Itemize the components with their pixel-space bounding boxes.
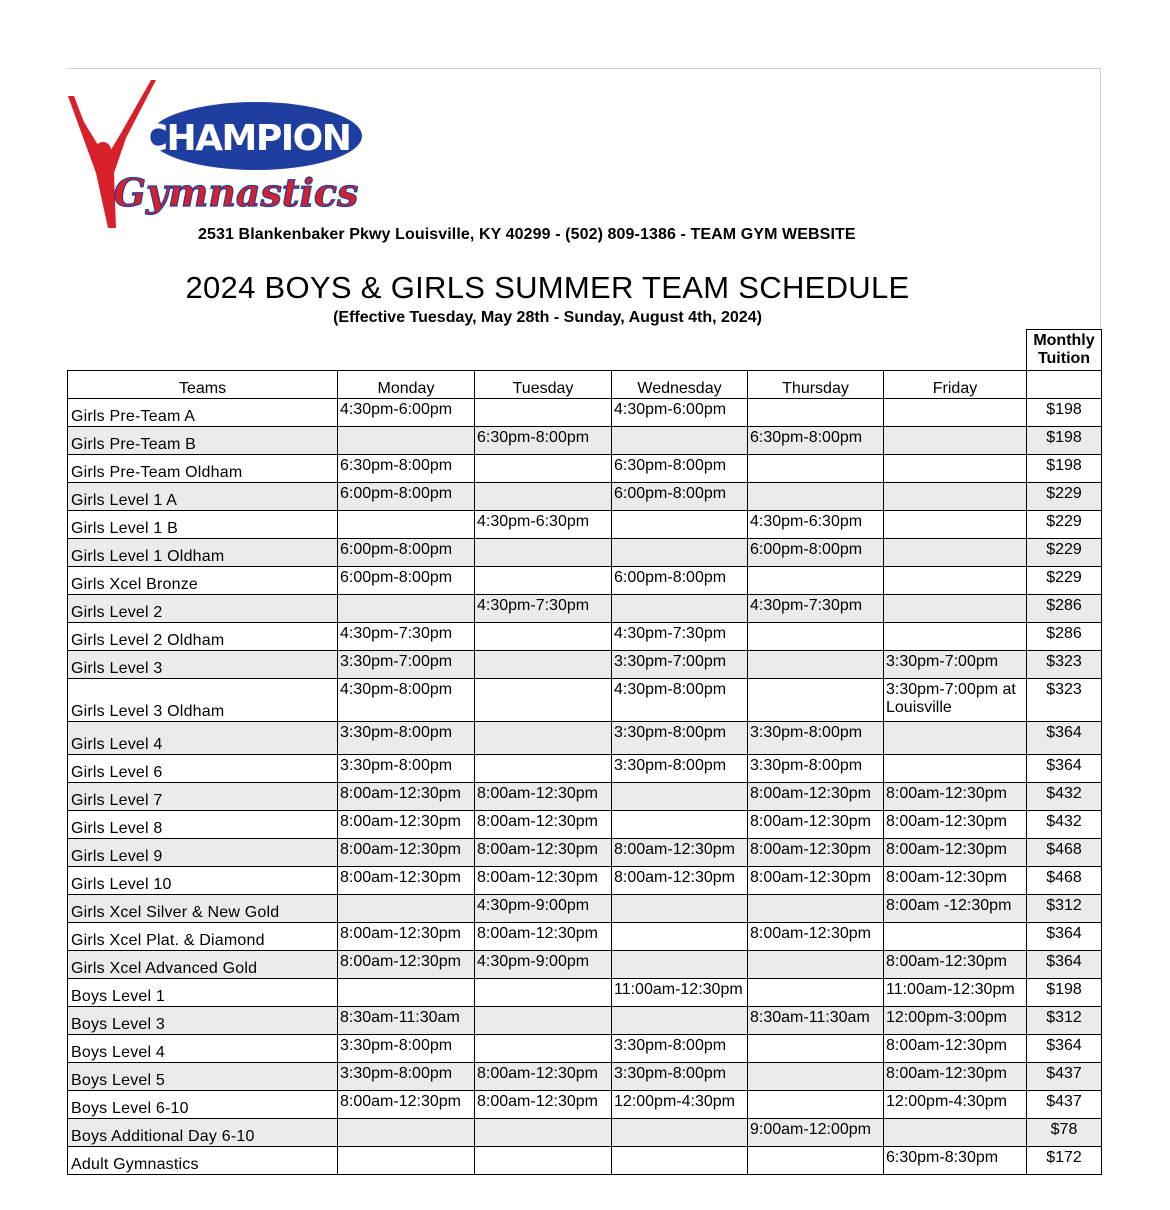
- monday-time-cell: [338, 979, 475, 1007]
- header-spacer: [68, 330, 1027, 371]
- team-name: Girls Level 3 Oldham: [68, 679, 338, 722]
- team-name: Adult Gymnastics: [68, 1147, 338, 1175]
- wednesday-time-cell: 4:30pm-6:00pm: [612, 399, 748, 427]
- table-row: [68, 483, 1102, 511]
- table-row: [68, 722, 1102, 755]
- monthly-tuition-cell: $78: [1027, 1119, 1102, 1147]
- monthly-tuition-cell: $286: [1027, 595, 1102, 623]
- team-name: Boys Level 1: [68, 979, 338, 1007]
- page-title: 2024 BOYS & GIRLS SUMMER TEAM SCHEDULE: [185, 270, 910, 305]
- table-row: [68, 679, 1102, 722]
- wednesday-time-cell: [612, 511, 748, 539]
- monday-time-cell: [338, 511, 475, 539]
- tuesday-time-cell: [475, 455, 612, 483]
- table-row: [68, 1063, 1102, 1091]
- tuesday-time-cell: 8:00am-12:30pm: [475, 867, 612, 895]
- monthly-tuition-cell: $432: [1027, 783, 1102, 811]
- monthly-tuition-cell: $437: [1027, 1063, 1102, 1091]
- gymnast-head-shape: [95, 142, 111, 158]
- monthly-tuition-cell: $172: [1027, 1147, 1102, 1175]
- monthly-tuition-cell: $437: [1027, 1091, 1102, 1119]
- team-name: Girls Pre-Team Oldham: [68, 455, 338, 483]
- friday-time-cell: 11:00am-12:30pm: [884, 979, 1027, 1007]
- monthly-tuition-cell: $468: [1027, 839, 1102, 867]
- friday-time-cell: 6:30pm-8:30pm: [884, 1147, 1027, 1175]
- thursday-time-cell: 6:30pm-8:00pm: [748, 427, 884, 455]
- thursday-time-cell: 6:00pm-8:00pm: [748, 539, 884, 567]
- monday-time-cell: 8:00am-12:30pm: [338, 811, 475, 839]
- monday-time-cell: 6:00pm-8:00pm: [338, 483, 475, 511]
- friday-time-cell: [884, 755, 1027, 783]
- table-row: [68, 1035, 1102, 1063]
- logo-champion-text: CHAMPION: [141, 118, 351, 159]
- tuesday-time-cell: 4:30pm-6:30pm: [475, 511, 612, 539]
- tuition-header: [1027, 330, 1102, 371]
- friday-time-cell: 8:00am-12:30pm: [884, 867, 1027, 895]
- team-name: Girls Level 1 B: [68, 511, 338, 539]
- team-name: Girls Xcel Silver & New Gold: [68, 895, 338, 923]
- friday-time-cell: [884, 399, 1027, 427]
- team-name: Girls Level 1 Oldham: [68, 539, 338, 567]
- thursday-time-cell: 8:00am-12:30pm: [748, 839, 884, 867]
- team-name: Girls Pre-Team A: [68, 399, 338, 427]
- thursday-time-cell: 8:00am-12:30pm: [748, 867, 884, 895]
- monthly-tuition-cell: $468: [1027, 867, 1102, 895]
- tuesday-time-cell: 6:30pm-8:00pm: [475, 427, 612, 455]
- monday-time-cell: [338, 427, 475, 455]
- thursday-time-cell: 4:30pm-7:30pm: [748, 595, 884, 623]
- monthly-tuition-cell: $364: [1027, 722, 1102, 755]
- thursday-time-cell: [748, 455, 884, 483]
- friday-time-cell: 8:00am-12:30pm: [884, 1063, 1027, 1091]
- monthly-tuition-cell: $229: [1027, 483, 1102, 511]
- monthly-tuition-cell: $198: [1027, 455, 1102, 483]
- monday-time-cell: 3:30pm-8:00pm: [338, 1035, 475, 1063]
- tuition-header-line1: Monthly: [1033, 332, 1095, 349]
- table-row: [68, 539, 1102, 567]
- right-rule: [1100, 68, 1101, 330]
- tuesday-time-cell: [475, 1119, 612, 1147]
- effective-dates: (Effective Tuesday, May 28th - Sunday, August 4th, 2024): [333, 309, 762, 326]
- team-name: Boys Level 6-10: [68, 1091, 338, 1119]
- friday-time-cell: [884, 539, 1027, 567]
- team-name: Girls Level 4: [68, 722, 338, 755]
- monday-time-cell: 8:00am-12:30pm: [338, 923, 475, 951]
- col-header-monday: Monday: [338, 371, 475, 399]
- table-row: [68, 651, 1102, 679]
- thursday-time-cell: [748, 623, 884, 651]
- thursday-time-cell: 8:00am-12:30pm: [748, 923, 884, 951]
- col-header-thursday: Thursday: [748, 371, 884, 399]
- thursday-time-cell: 8:00am-12:30pm: [748, 783, 884, 811]
- monday-time-cell: 8:00am-12:30pm: [338, 867, 475, 895]
- thursday-time-cell: 8:30am-11:30am: [748, 1007, 884, 1035]
- table-row: [68, 1147, 1102, 1175]
- wednesday-time-cell: [612, 1007, 748, 1035]
- thursday-time-cell: 8:00am-12:30pm: [748, 811, 884, 839]
- tuesday-time-cell: [475, 722, 612, 755]
- table-row: [68, 811, 1102, 839]
- wednesday-time-cell: 4:30pm-8:00pm: [612, 679, 748, 722]
- table-row: [68, 951, 1102, 979]
- table-row: [68, 427, 1102, 455]
- tuesday-time-cell: [475, 1035, 612, 1063]
- wednesday-time-cell: 3:30pm-8:00pm: [612, 1035, 748, 1063]
- wednesday-time-cell: 8:00am-12:30pm: [612, 867, 748, 895]
- monthly-tuition-cell: $312: [1027, 895, 1102, 923]
- monday-time-cell: 4:30pm-6:00pm: [338, 399, 475, 427]
- thursday-time-cell: 3:30pm-8:00pm: [748, 755, 884, 783]
- champion-gymnastics-logo: [66, 78, 366, 238]
- monthly-tuition-cell: $364: [1027, 951, 1102, 979]
- tuesday-time-cell: 8:00am-12:30pm: [475, 839, 612, 867]
- team-name: Girls Level 2 Oldham: [68, 623, 338, 651]
- monthly-tuition-cell: $229: [1027, 539, 1102, 567]
- monday-time-cell: [338, 1119, 475, 1147]
- friday-time-cell: 8:00am-12:30pm: [884, 839, 1027, 867]
- friday-time-cell: 8:00am -12:30pm: [884, 895, 1027, 923]
- wednesday-time-cell: [612, 427, 748, 455]
- team-name: Girls Level 1 A: [68, 483, 338, 511]
- monday-time-cell: [338, 895, 475, 923]
- thursday-time-cell: 4:30pm-6:30pm: [748, 511, 884, 539]
- monthly-tuition-cell: $312: [1027, 1007, 1102, 1035]
- wednesday-time-cell: [612, 1147, 748, 1175]
- friday-time-cell: [884, 455, 1027, 483]
- wednesday-time-cell: 3:30pm-7:00pm: [612, 651, 748, 679]
- table-row: [68, 623, 1102, 651]
- table-row: [68, 839, 1102, 867]
- monday-time-cell: 8:00am-12:30pm: [338, 783, 475, 811]
- monthly-tuition-cell: $198: [1027, 979, 1102, 1007]
- monthly-tuition-cell: $198: [1027, 399, 1102, 427]
- tuesday-time-cell: 4:30pm-9:00pm: [475, 951, 612, 979]
- wednesday-time-cell: [612, 923, 748, 951]
- monday-time-cell: 4:30pm-7:30pm: [338, 623, 475, 651]
- tuesday-time-cell: 8:00am-12:30pm: [475, 923, 612, 951]
- thursday-time-cell: [748, 895, 884, 923]
- monday-time-cell: [338, 1147, 475, 1175]
- col-header-friday: Friday: [884, 371, 1027, 399]
- tuesday-time-cell: 4:30pm-9:00pm: [475, 895, 612, 923]
- monthly-tuition-cell: $198: [1027, 427, 1102, 455]
- col-header-wednesday: Wednesday: [612, 371, 748, 399]
- thursday-time-cell: [748, 483, 884, 511]
- wednesday-time-cell: [612, 895, 748, 923]
- wednesday-time-cell: 12:00pm-4:30pm: [612, 1091, 748, 1119]
- thursday-time-cell: [748, 951, 884, 979]
- tuesday-time-cell: [475, 979, 612, 1007]
- logo-gymnastics-text: Gymnastics: [113, 170, 359, 215]
- monthly-tuition-cell: $286: [1027, 623, 1102, 651]
- monday-time-cell: 6:00pm-8:00pm: [338, 567, 475, 595]
- friday-time-cell: [884, 427, 1027, 455]
- friday-time-cell: 8:00am-12:30pm: [884, 951, 1027, 979]
- tuesday-time-cell: [475, 651, 612, 679]
- thursday-time-cell: 9:00am-12:00pm: [748, 1119, 884, 1147]
- table-row: [68, 979, 1102, 1007]
- thursday-time-cell: [748, 979, 884, 1007]
- monthly-tuition-cell: $229: [1027, 567, 1102, 595]
- wednesday-time-cell: 4:30pm-7:30pm: [612, 623, 748, 651]
- tuesday-time-cell: [475, 539, 612, 567]
- team-name: Boys Additional Day 6-10: [68, 1119, 338, 1147]
- thursday-time-cell: [748, 1091, 884, 1119]
- table-row: [68, 867, 1102, 895]
- tuesday-time-cell: [475, 483, 612, 511]
- tuition-header-line2: Tuition: [1037, 350, 1091, 367]
- col-header-teams: Teams: [68, 371, 338, 399]
- thursday-time-cell: [748, 1063, 884, 1091]
- tuesday-time-cell: [475, 567, 612, 595]
- table-row: [68, 755, 1102, 783]
- friday-time-cell: 12:00pm-4:30pm: [884, 1091, 1027, 1119]
- monday-time-cell: 8:00am-12:30pm: [338, 839, 475, 867]
- monday-time-cell: [338, 595, 475, 623]
- monthly-tuition-cell: $364: [1027, 1035, 1102, 1063]
- monday-time-cell: 3:30pm-8:00pm: [338, 755, 475, 783]
- tuesday-time-cell: [475, 623, 612, 651]
- team-name: Girls Xcel Bronze: [68, 567, 338, 595]
- friday-time-cell: 8:00am-12:30pm: [884, 783, 1027, 811]
- monthly-tuition-cell: $432: [1027, 811, 1102, 839]
- friday-time-cell: 3:30pm-7:00pm at Louisville: [884, 679, 1027, 722]
- monday-time-cell: 3:30pm-8:00pm: [338, 1063, 475, 1091]
- friday-time-cell: 3:30pm-7:00pm: [884, 651, 1027, 679]
- monday-time-cell: 8:00am-12:30pm: [338, 1091, 475, 1119]
- wednesday-time-cell: 8:00am-12:30pm: [612, 839, 748, 867]
- team-name: Boys Level 3: [68, 1007, 338, 1035]
- team-name: Boys Level 5: [68, 1063, 338, 1091]
- table-row: [68, 783, 1102, 811]
- monthly-tuition-cell: $364: [1027, 755, 1102, 783]
- wednesday-time-cell: 3:30pm-8:00pm: [612, 722, 748, 755]
- wednesday-time-cell: [612, 951, 748, 979]
- thursday-time-cell: [748, 651, 884, 679]
- wednesday-time-cell: [612, 811, 748, 839]
- table-row: [68, 399, 1102, 427]
- friday-time-cell: 12:00pm-3:00pm: [884, 1007, 1027, 1035]
- wednesday-time-cell: [612, 783, 748, 811]
- team-name: Girls Level 9: [68, 839, 338, 867]
- friday-time-cell: [884, 1119, 1027, 1147]
- monthly-tuition-cell: $229: [1027, 511, 1102, 539]
- wednesday-time-cell: [612, 595, 748, 623]
- tuesday-time-cell: [475, 399, 612, 427]
- wednesday-time-cell: [612, 539, 748, 567]
- team-name: Girls Level 2: [68, 595, 338, 623]
- friday-time-cell: [884, 623, 1027, 651]
- col-header-tuition: [1027, 371, 1102, 399]
- team-name: Girls Level 6: [68, 755, 338, 783]
- schedule-body: [68, 399, 1102, 1175]
- wednesday-time-cell: 11:00am-12:30pm: [612, 979, 748, 1007]
- tuesday-time-cell: [475, 755, 612, 783]
- table-row: [68, 895, 1102, 923]
- monday-time-cell: 8:30am-11:30am: [338, 1007, 475, 1035]
- thursday-time-cell: 3:30pm-8:00pm: [748, 722, 884, 755]
- monday-time-cell: 6:30pm-8:00pm: [338, 455, 475, 483]
- team-name: Girls Level 8: [68, 811, 338, 839]
- table-row: [68, 1007, 1102, 1035]
- wednesday-time-cell: 3:30pm-8:00pm: [612, 755, 748, 783]
- monday-time-cell: 8:00am-12:30pm: [338, 951, 475, 979]
- table-row: [68, 567, 1102, 595]
- tuesday-time-cell: [475, 679, 612, 722]
- friday-time-cell: [884, 483, 1027, 511]
- thursday-time-cell: [748, 679, 884, 722]
- tuesday-time-cell: 8:00am-12:30pm: [475, 783, 612, 811]
- col-header-tuesday: Tuesday: [475, 371, 612, 399]
- friday-time-cell: [884, 595, 1027, 623]
- wednesday-time-cell: 6:00pm-8:00pm: [612, 483, 748, 511]
- friday-time-cell: [884, 567, 1027, 595]
- thursday-time-cell: [748, 1147, 884, 1175]
- thursday-time-cell: [748, 399, 884, 427]
- table-row: [68, 1091, 1102, 1119]
- monthly-tuition-cell: $364: [1027, 923, 1102, 951]
- team-name: Girls Xcel Plat. & Diamond: [68, 923, 338, 951]
- friday-time-cell: [884, 722, 1027, 755]
- friday-time-cell: 8:00am-12:30pm: [884, 811, 1027, 839]
- tuesday-time-cell: 4:30pm-7:30pm: [475, 595, 612, 623]
- top-rule: [67, 68, 1101, 69]
- wednesday-time-cell: 3:30pm-8:00pm: [612, 1063, 748, 1091]
- table-row: [68, 923, 1102, 951]
- monday-time-cell: 4:30pm-8:00pm: [338, 679, 475, 722]
- friday-time-cell: 8:00am-12:30pm: [884, 1035, 1027, 1063]
- table-row: [68, 455, 1102, 483]
- table-row: [68, 1119, 1102, 1147]
- wednesday-time-cell: [612, 1119, 748, 1147]
- thursday-time-cell: [748, 1035, 884, 1063]
- tuesday-time-cell: [475, 1007, 612, 1035]
- tuesday-time-cell: [475, 1147, 612, 1175]
- team-name: Girls Level 7: [68, 783, 338, 811]
- team-name: Girls Pre-Team B: [68, 427, 338, 455]
- friday-time-cell: [884, 511, 1027, 539]
- tuesday-time-cell: 8:00am-12:30pm: [475, 1091, 612, 1119]
- team-name: Boys Level 4: [68, 1035, 338, 1063]
- table-row: [68, 511, 1102, 539]
- friday-time-cell: [884, 923, 1027, 951]
- team-name: Girls Level 3: [68, 651, 338, 679]
- wednesday-time-cell: 6:30pm-8:00pm: [612, 455, 748, 483]
- schedule-table: [67, 329, 1102, 1175]
- table-row: [68, 595, 1102, 623]
- team-name: Girls Xcel Advanced Gold: [68, 951, 338, 979]
- monday-time-cell: 6:00pm-8:00pm: [338, 539, 475, 567]
- team-name: Girls Level 10: [68, 867, 338, 895]
- monday-time-cell: 3:30pm-8:00pm: [338, 722, 475, 755]
- monthly-tuition-cell: $323: [1027, 651, 1102, 679]
- monthly-tuition-cell: $323: [1027, 679, 1102, 722]
- tuesday-time-cell: 8:00am-12:30pm: [475, 1063, 612, 1091]
- wednesday-time-cell: 6:00pm-8:00pm: [612, 567, 748, 595]
- thursday-time-cell: [748, 567, 884, 595]
- tuesday-time-cell: 8:00am-12:30pm: [475, 811, 612, 839]
- address-line: 2531 Blankenbaker Pkwy Louisville, KY 40299 - (502) 809-1386 - TEAM GYM WEBSITE: [198, 226, 856, 243]
- monday-time-cell: 3:30pm-7:00pm: [338, 651, 475, 679]
